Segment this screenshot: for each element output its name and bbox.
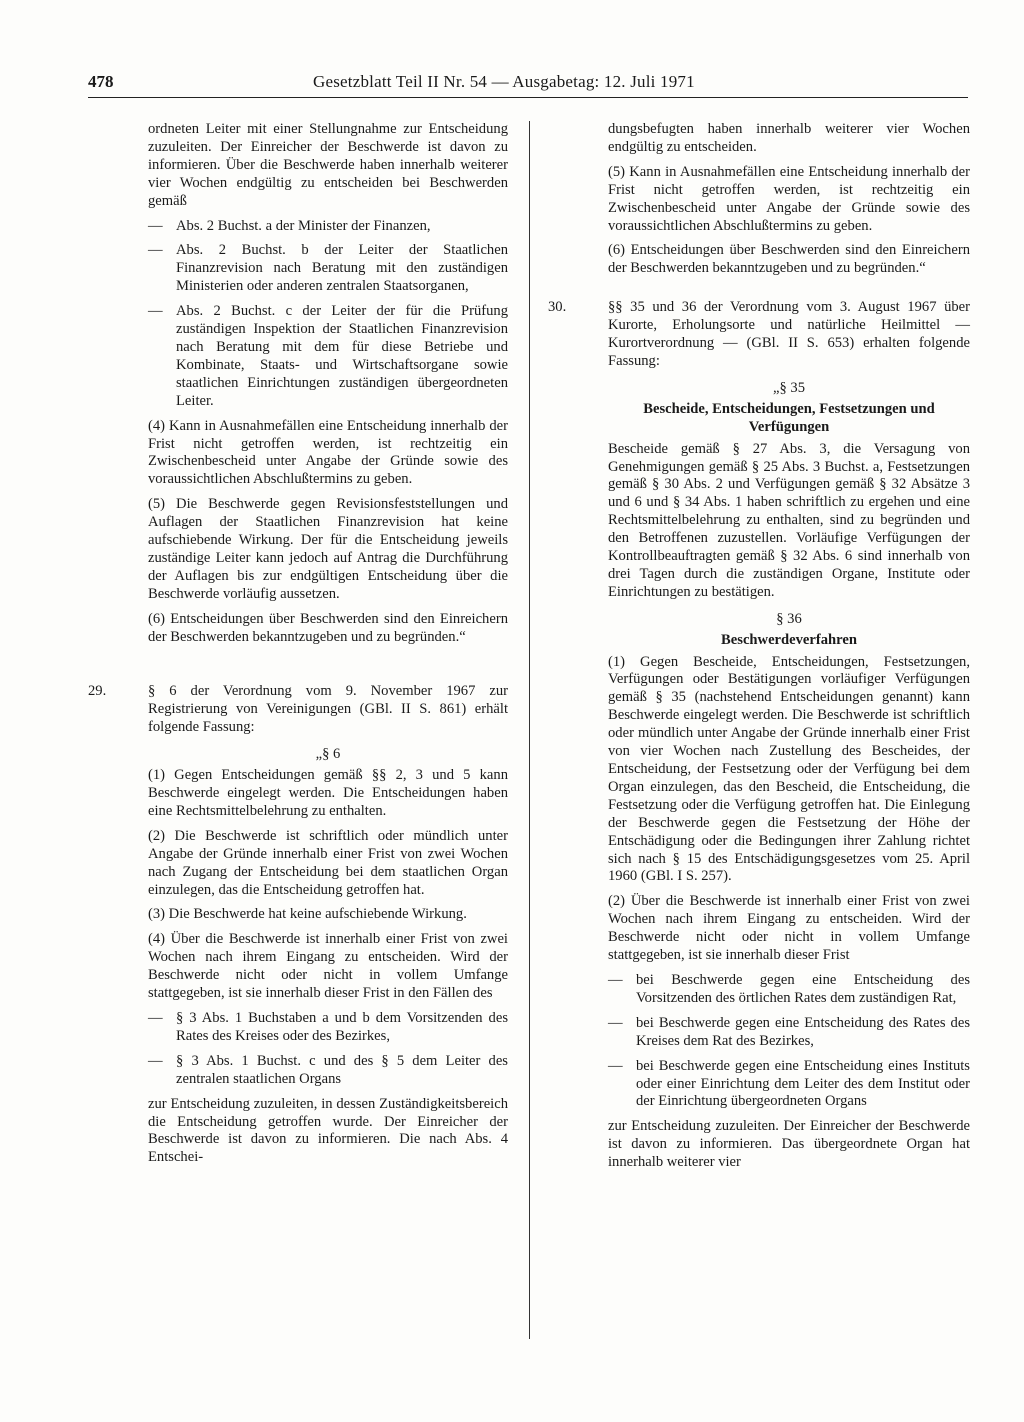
right-column	[548, 121, 970, 1179]
section-36-heading: § 36	[776, 610, 802, 627]
s6-paragraph-2: (2) Die Beschwerde ist schriftlich oder mündlich unter Angabe der Gründe innerhalb einer Frist von zwei Wochen nach Zugang der Entscheidung bei dem staatlichen Organ einzulegen, das die Entscheidung getroffen hat.	[148, 827, 508, 898]
dash-mark: —	[148, 303, 163, 320]
dash-mark: —	[148, 1052, 163, 1069]
paragraph-4: (4) Kann in Ausnahmefällen eine Entscheidung innerhalb der Frist nicht getroffen werden, ist rechtzeitig ein Zwischenbescheid unter Angabe der Gründe sowie des voraussichtlichen Abschlußtermins zu geben.	[148, 417, 508, 488]
left-intro-paragraph: ordneten Leiter mit einer Stellungnahme zur Entscheidung zuzuleiten. Der Einreicher der Beschwerde ist davon zu informieren. Über die Beschwerde haben innerhalb weiterer vier Wochen endgültig zu entscheiden bei Beschwerden gemäß	[148, 121, 508, 209]
right-body	[548, 121, 970, 278]
dash-mark: —	[608, 1057, 623, 1074]
column-divider	[529, 121, 530, 1339]
dash-text: Abs. 2 Buchst. c der Leiter der für die Prüfung zuständigen Inspektion der Staatlichen Finanzrevision nach Beratung mit dem für diese Betriebe und Kombinate, Staats- und Wirtschaftsorgane sowie staatlichen Einrichtungen zuständigen übergeordneten Leiter.	[176, 303, 508, 409]
item-number: 30.	[548, 299, 567, 316]
right-top-paragraph: dungsbefugten haben innerhalb weiterer vier Wochen endgültig zu entscheiden.	[608, 121, 970, 155]
s35-paragraph: Bescheide gemäß § 27 Abs. 3, die Versagung von Genehmigungen gemäß § 25 Abs. 3 Buchst. a, Festsetzungen gemäß § 30 Abs. 2 und Verfügungen gemäß § 32 Absätze 3 und 6 und § 34 Abs. 1 haben schriftlich zu ergehen und eine Rechtsmittelbelehrung zu enthalten, sind zu begründen und den Betroffenen zuzustellen. Vorläufige Verfügungen der Kontrollbeauftragten gemäß § 32 Abs. 6 sind innerhalb von drei Tagen durch die zuständigen Organe, Institute oder Einrichtungen zu bestätigen.	[608, 440, 970, 600]
spacer	[548, 285, 970, 299]
header-title: Gesetzblatt Teil II Nr. 54 — Ausgabetag: 12. Juli 1971	[313, 72, 695, 91]
spacer	[88, 653, 508, 683]
dash-item	[148, 218, 508, 236]
dash-text: § 3 Abs. 1 Buchst. c und des § 5 dem Leiter des zentralen staatlichen Organs	[176, 1052, 508, 1087]
section-6-heading: „§ 6	[315, 746, 341, 763]
dash-item	[608, 1015, 970, 1051]
paragraph-6: (6) Entscheidungen über Beschwerden sind den Einreichern der Beschwerden bekanntzugeben und zu begründen.“	[608, 242, 970, 277]
section-36-title: Beschwerdeverfahren	[721, 631, 857, 648]
s6-paragraph-3: (3) Die Beschwerde hat keine aufschiebende Wirkung.	[148, 906, 467, 923]
header-rule	[88, 97, 968, 98]
section-6-body	[88, 746, 508, 1167]
dash-text: bei Beschwerde gegen eine Entscheidung des Rates des Kreises dem Rat des Bezirkes,	[636, 1014, 970, 1049]
dash-mark: —	[148, 217, 163, 234]
item-30	[548, 299, 970, 371]
dash-text: Abs. 2 Buchst. b der Leiter der Staatlichen Finanzrevision nach Beratung mit den zuständigen Ministerien oder anderen zentralen Staatsorganen,	[176, 242, 508, 295]
dash-item	[148, 1053, 508, 1089]
dash-item	[608, 1058, 970, 1112]
item-number: 29.	[88, 683, 107, 700]
s6-tail-paragraph: zur Entscheidung zuzuleiten, in dessen Zuständigkeitsbereich die Entscheidung getroffen wurde. Der Einreicher der Beschwerde ist davon zu informieren. Die nach Abs. 4 Entschei-	[148, 1095, 508, 1166]
left-column	[88, 121, 508, 1174]
dash-item	[148, 1010, 508, 1046]
dash-item	[148, 242, 508, 296]
section-35-heading: „§ 35	[772, 379, 806, 396]
item-text: § 6 der Verordnung vom 9. November 1967 zur Registrierung von Vereinigungen (GBl. II S. 861) erhält folgende Fassung:	[148, 683, 508, 736]
dash-mark: —	[148, 242, 163, 259]
s6-paragraph-4: (4) Über die Beschwerde ist innerhalb einer Frist von zwei Wochen nach ihrem Eingang zu entscheiden. Wird der Beschwerde nicht oder nicht in vollem Umfange stattgegeben, ist sie innerhalb dieser Frist in den Fällen des	[148, 931, 508, 1002]
dash-mark: —	[608, 1014, 623, 1031]
item-29	[88, 683, 508, 737]
dash-text: Abs. 2 Buchst. a der Minister der Finanzen,	[176, 217, 431, 234]
paragraph-5: (5) Kann in Ausnahmefällen eine Entscheidung innerhalb der Frist nicht getroffen werden, ist rechtzeitig ein Zwischenbescheid unter Angabe der Gründe sowie des voraussichtlichen Abschlußtermins zu geben.	[608, 163, 970, 234]
section-35-title: Bescheide, Entscheidungen, Festsetzungen und Verfügungen	[643, 400, 935, 435]
dash-mark: —	[608, 971, 623, 988]
dash-item	[608, 972, 970, 1008]
page-header	[88, 72, 968, 94]
item-text: §§ 35 und 36 der Verordnung vom 3. August 1967 über Kurorte, Erholungsorte und natürliche Heilmittel — Kurortverordnung — (GBl. II S. 653) erhalten folgende Fassung:	[608, 299, 970, 369]
s36-paragraph-1: (1) Gegen Bescheide, Entscheidungen, Festsetzungen, Verfügungen oder Bestätigungen vorläufiger Verfügungen gemäß § 35 (nachstehend Entscheidungen genannt) kann Beschwerde eingelegt werden. Die Beschwerde ist schriftlich oder mündlich unter Angabe der Gründe innerhalb einer Frist von vier Wochen nach Zustellung des Bescheides, der Entscheidung, der Festsetzung oder der Verfügung bei dem Organ einzulegen, das den Bescheid, die Entscheidung, die Festsetzung oder die Verfügung getroffen hat. Die Einlegung der Beschwerde gegen die Festsetzung der Höhe der Entschädigung oder die Bedingungen ihrer Zahlung richtet sich nach § 15 des Entschädigungsgesetzes vom 25. April 1960 (GBl. I S. 257).	[608, 653, 970, 885]
s6-paragraph-1: (1) Gegen Entscheidungen gemäß §§ 2, 3 und 5 kann Beschwerde eingelegt werden. Die Entscheidungen haben eine Rechtsmittelbelehrung zu enthalten.	[148, 767, 508, 819]
page-number: 478	[88, 72, 114, 91]
s36-paragraph-2: (2) Über die Beschwerde ist innerhalb einer Frist von zwei Wochen nach ihrem Eingang zu entscheiden. Wird der Beschwerde nicht oder nicht in vollem Umfange stattgegeben, ist sie innerhalb dieser Frist	[608, 893, 970, 964]
left-body	[88, 121, 508, 646]
dash-text: § 3 Abs. 1 Buchstaben a und b dem Vorsitzenden des Rates des Kreises oder des Bezirkes,	[176, 1009, 508, 1044]
paragraph-6: (6) Entscheidungen über Beschwerden sind den Einreichern der Beschwerden bekanntzugeben und zu begründen.“	[148, 610, 508, 645]
s36-tail-paragraph: zur Entscheidung zuzuleiten. Der Einreicher der Beschwerde ist davon zu informieren. Das übergeordnete Organ hat innerhalb weiterer vier	[608, 1118, 970, 1171]
section-35-36-body	[548, 380, 970, 1172]
dash-text: bei Beschwerde gegen eine Entscheidung eines Instituts oder einer Einrichtung dem Leiter des dem Institut oder der Einrichtung übergeordneten Organs	[636, 1057, 970, 1110]
paragraph-5: (5) Die Beschwerde gegen Revisionsfeststellungen und Auflagen der Staatlichen Finanzrevision hat keine aufschiebende Wirkung. Der für die Entscheidung jeweils zuständige Leiter kann jedoch auf Antrag die Durchführung der Auflagen bis zur endgültigen Entscheidung über die Beschwerde vorläufig aussetzen.	[148, 496, 508, 602]
dash-mark: —	[148, 1009, 163, 1026]
dash-item	[148, 303, 508, 410]
dash-text: bei Beschwerde gegen eine Entscheidung des Vorsitzenden des örtlichen Rates dem zuständigen Rat,	[636, 971, 970, 1006]
